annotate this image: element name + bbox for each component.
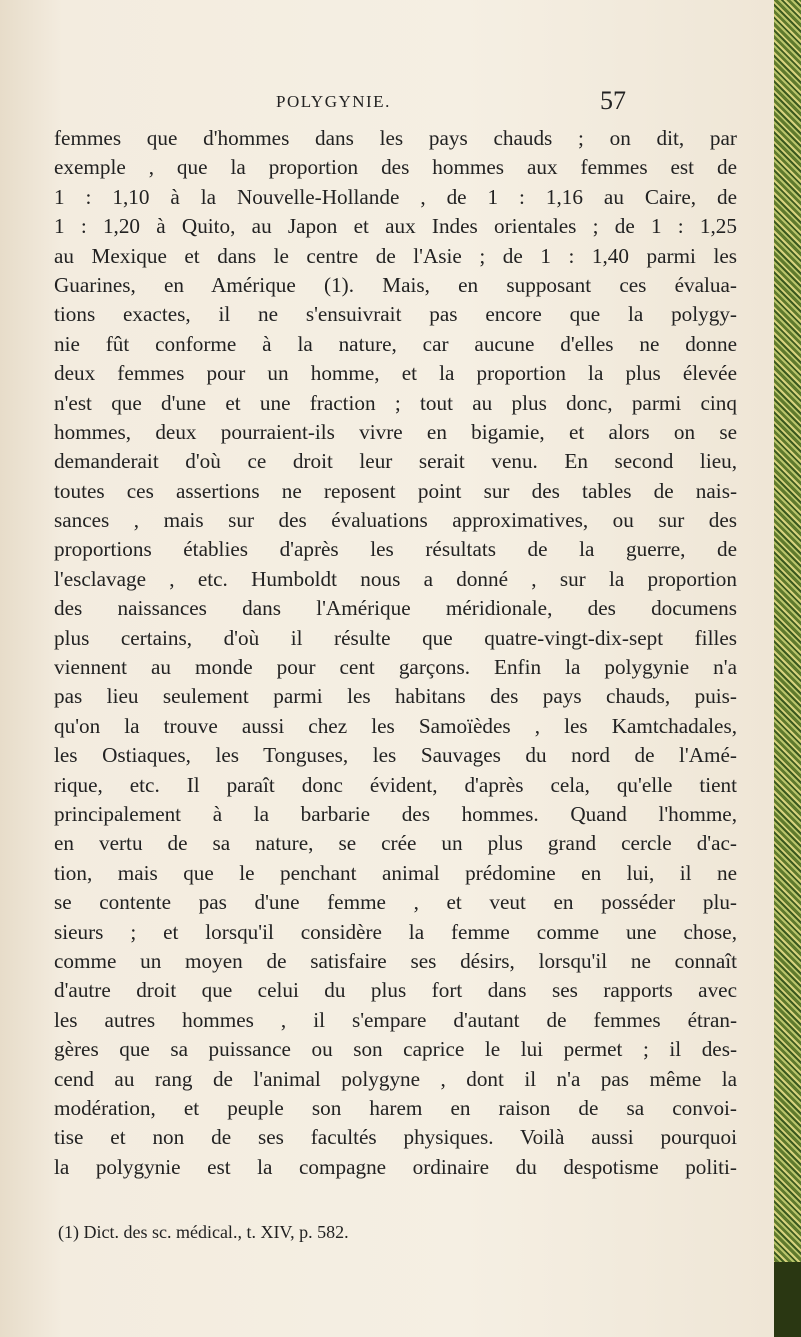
text-line: d'autre droit que celui du plus fort dans ses rapports avec (54, 978, 737, 1003)
page-number: 57 (600, 86, 626, 115)
text-line: les Ostiaques, les Tonguses, les Sauvages du nord de l'Amé- (54, 743, 737, 768)
text-line: sances , mais sur des évaluations approximatives, ou sur des (54, 508, 737, 533)
text-line: tion, mais que le penchant animal prédomine en lui, il ne (54, 860, 737, 885)
text-line: l'esclavage , etc. Humboldt nous a donné , sur la proportion (54, 566, 737, 591)
text-line: principalement à la barbarie des hommes. Quand l'homme, (54, 801, 737, 826)
text-line: tions exactes, il ne s'ensuivrait pas encore que la polygy- (54, 302, 737, 327)
text-line: plus certains, d'où il résulte que quatre-vingt-dix-sept filles (54, 625, 737, 650)
text-line: gères que sa puissance ou son caprice le lui permet ; il des- (54, 1037, 737, 1062)
footnote: (1) Dict. des sc. médical., t. XIV, p. 582. (58, 1222, 349, 1242)
text-line: les autres hommes , il s'empare d'autant de femmes étran- (54, 1007, 737, 1032)
text-line: au Mexique et dans le centre de l'Asie ; de 1 : 1,40 parmi les (54, 243, 737, 268)
text-line: sieurs ; et lorsqu'il considère la femme comme une chose, (54, 919, 737, 944)
text-line: 1 : 1,20 à Quito, au Japon et aux Indes orientales ; de 1 : 1,25 (54, 214, 737, 239)
running-title: POLYGYNIE. (276, 92, 391, 111)
text-line: proportions établies d'après les résultats de la guerre, de (54, 537, 737, 562)
text-line: exemple , que la proportion des hommes aux femmes est de (54, 155, 737, 180)
page-header (0, 86, 774, 122)
text-line: modération, et peuple son harem en raison de sa convoi- (54, 1095, 737, 1120)
text-line: 1 : 1,10 à la Nouvelle-Hollande , de 1 : 1,16 au Caire, de (54, 184, 737, 209)
text-line: se contente pas d'une femme , et veut en posséder plu- (54, 890, 737, 915)
text-line: nie fût conforme à la nature, car aucune d'elles ne donne (54, 331, 737, 356)
text-line: rique, etc. Il paraît donc évident, d'après cela, qu'elle tient (54, 772, 737, 797)
text-line: des naissances dans l'Amérique méridionale, des documens (54, 596, 737, 621)
text-line: la polygynie est la compagne ordinaire du despotisme politi- (54, 1154, 737, 1179)
page-edge-decoration (774, 0, 801, 1337)
text-line: deux femmes pour un homme, et la proportion la plus élevée (54, 361, 737, 386)
text-line: toutes ces assertions ne reposent point sur des tables de nais- (54, 478, 737, 503)
text-line: tise et non de ses facultés physiques. Voilà aussi pourquoi (54, 1125, 737, 1150)
text-line: qu'on la trouve aussi chez les Samoïèdes , les Kamtchadales, (54, 713, 737, 738)
text-line: viennent au monde pour cent garçons. Enfin la polygynie n'a (54, 655, 737, 680)
text-line: demanderait d'où ce droit leur serait venu. En second lieu, (54, 449, 737, 474)
page-edge-shadow (774, 1262, 801, 1337)
text-line: pas lieu seulement parmi les habitans des pays chauds, puis- (54, 684, 737, 709)
text-line: Guarines, en Amérique (1). Mais, en supposant ces évalua- (54, 272, 737, 297)
text-line: en vertu de sa nature, se crée un plus grand cercle d'ac- (54, 831, 737, 856)
text-line: n'est que d'une et une fraction ; tout au plus donc, parmi cinq (54, 390, 737, 415)
text-line: comme un moyen de satisfaire ses désirs, lorsqu'il ne connaît (54, 948, 737, 973)
text-line: femmes que d'hommes dans les pays chauds ; on dit, par (54, 126, 737, 150)
text-line: hommes, deux pourraient-ils vivre en bigamie, et alors on se (54, 419, 737, 444)
body-text (54, 124, 737, 1182)
text-line: cend au rang de l'animal polygyne , dont il n'a pas même la (54, 1066, 737, 1091)
